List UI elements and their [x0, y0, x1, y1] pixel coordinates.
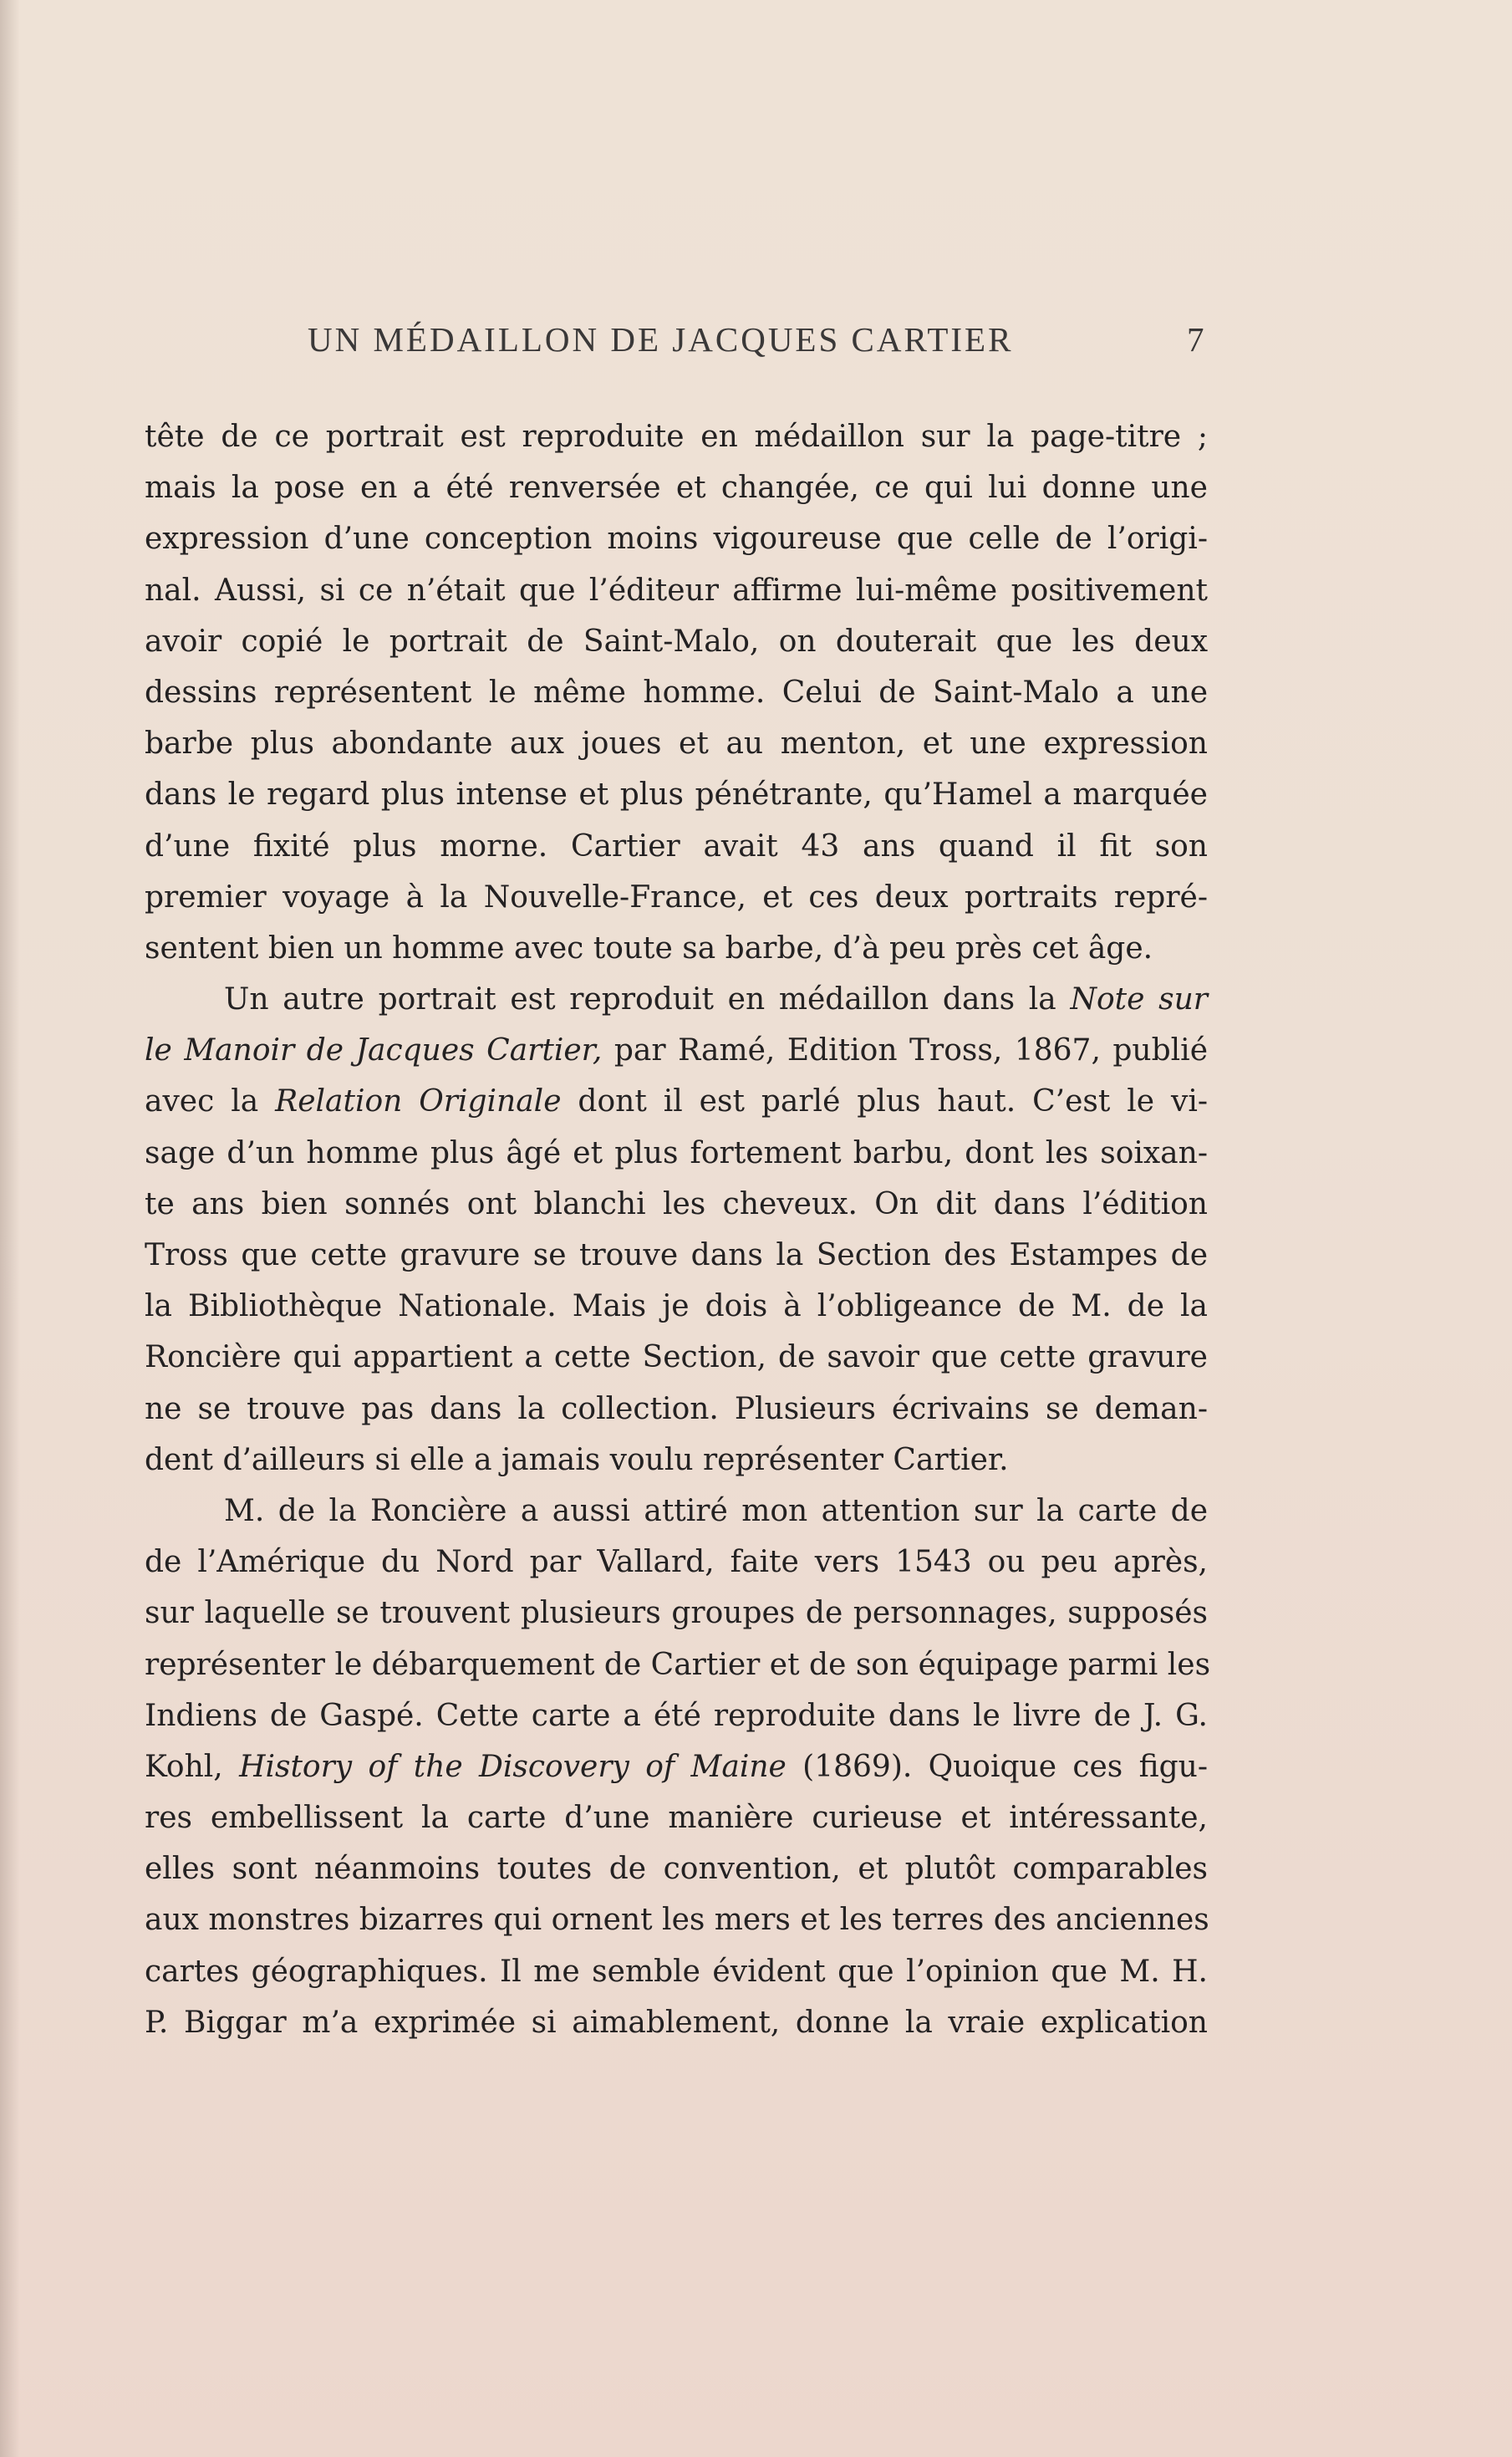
text-line	[145, 1025, 1208, 1076]
text-run: Un autre portrait est reproduit en médaillon dans la	[224, 982, 1071, 1017]
text-run: (1869). Quoique ces figu-	[786, 1749, 1208, 1784]
body-text	[145, 411, 1211, 2048]
text-line: P. Biggar m’a exprimée si aimablement, donne la vraie explication	[145, 2005, 1208, 2040]
text-line: la Bibliothèque Nationale. Mais je dois à l’obligeance de M. de la	[145, 1289, 1208, 1324]
text-line: représenter le débarquement de Cartier et de son équipage parmi les	[145, 1647, 1211, 1682]
text-line: dessins représentent le même homme. Celui de Saint-Malo a une	[145, 675, 1208, 710]
text-line: Tross que cette gravure se trouve dans la Section des Estampes de	[145, 1238, 1208, 1272]
italic-title: Note sur	[1070, 982, 1208, 1017]
text-run: avec la	[145, 1084, 276, 1119]
text-line	[145, 1741, 1208, 1792]
text-line: d’une fixité plus morne. Cartier avait 43 ans quand il fit son	[145, 828, 1208, 864]
text-line: nal. Aussi, si ce n’était que l’éditeur affirme lui-même positivement	[145, 573, 1208, 608]
paragraph	[145, 974, 1208, 1486]
text-line: barbe plus abondante aux joues et au menton, et une expression	[145, 726, 1208, 762]
paragraph	[145, 1486, 1211, 2048]
text-line: Indiens de Gaspé. Cette carte a été reproduite dans le livre de J. G.	[145, 1698, 1208, 1733]
text-line: Roncière qui appartient a cette Section, de savoir que cette gravure	[145, 1340, 1208, 1375]
text-line: ne se trouve pas dans la collection. Plusieurs écrivains se deman-	[145, 1391, 1208, 1426]
text-line: M. de la Roncière a aussi attiré mon attention sur la carte de	[224, 1493, 1208, 1528]
text-run: dont il est parlé plus haut. C’est le vi-	[561, 1084, 1209, 1119]
text-line: te ans bien sonnés ont blanchi les cheveux. On dit dans l’édition	[145, 1186, 1208, 1221]
text-line: aux monstres bizarres qui ornent les mers et les terres des anciennes	[145, 1903, 1209, 1938]
text-line	[145, 974, 1208, 1025]
paragraph	[145, 411, 1208, 974]
text-line: res embellissent la carte d’une manière curieuse et intéressante,	[145, 1801, 1208, 1836]
text-line: sur laquelle se trouvent plusieurs groupes de personnages, supposés	[145, 1596, 1208, 1631]
text-run: par Ramé, Edition Tross, 1867, publié	[602, 1033, 1208, 1068]
text-line: avoir copié le portrait de Saint-Malo, on douterait que les deux	[145, 624, 1208, 659]
page-header	[0, 319, 1512, 370]
text-line: sentent bien un homme avec toute sa barbe, d’à peu près cet âge.	[145, 930, 1153, 966]
text-run: Kohl,	[145, 1749, 240, 1784]
text-line: dent d’ailleurs si elle a jamais voulu représenter Cartier.	[145, 1442, 1009, 1477]
italic-title: le Manoir de Jacques Cartier,	[145, 1033, 603, 1068]
italic-title: Relation Originale	[275, 1084, 562, 1119]
text-line: dans le regard plus intense et plus pénétrante, qu’Hamel a marquée	[145, 777, 1208, 813]
text-line: sage d’un homme plus âgé et plus fortement barbu, dont les soixan-	[145, 1135, 1208, 1170]
running-title: UN MÉDAILLON DE JACQUES CARTIER	[308, 320, 1014, 359]
page-number: 7	[1187, 320, 1204, 359]
text-line: cartes géographiques. Il me semble évident que l’opinion que M. H.	[145, 1954, 1208, 1989]
text-line: tête de ce portrait est reproduite en médaillon sur la page-titre ;	[145, 420, 1208, 454]
italic-title: History of the Discovery of Maine	[239, 1749, 787, 1784]
text-line: elles sont néanmoins toutes de convention, et plutôt comparables	[145, 1852, 1208, 1887]
text-line: mais la pose en a été renversée et changée, ce qui lui donne une	[145, 471, 1208, 506]
text-line: de l’Amérique du Nord par Vallard, faite vers 1543 ou peu après,	[145, 1545, 1208, 1580]
text-line	[145, 1076, 1208, 1127]
text-line: premier voyage à la Nouvelle-France, et ces deux portraits repré-	[145, 879, 1208, 915]
text-line: expression d’une conception moins vigoureuse que celle de l’origi-	[145, 522, 1208, 557]
